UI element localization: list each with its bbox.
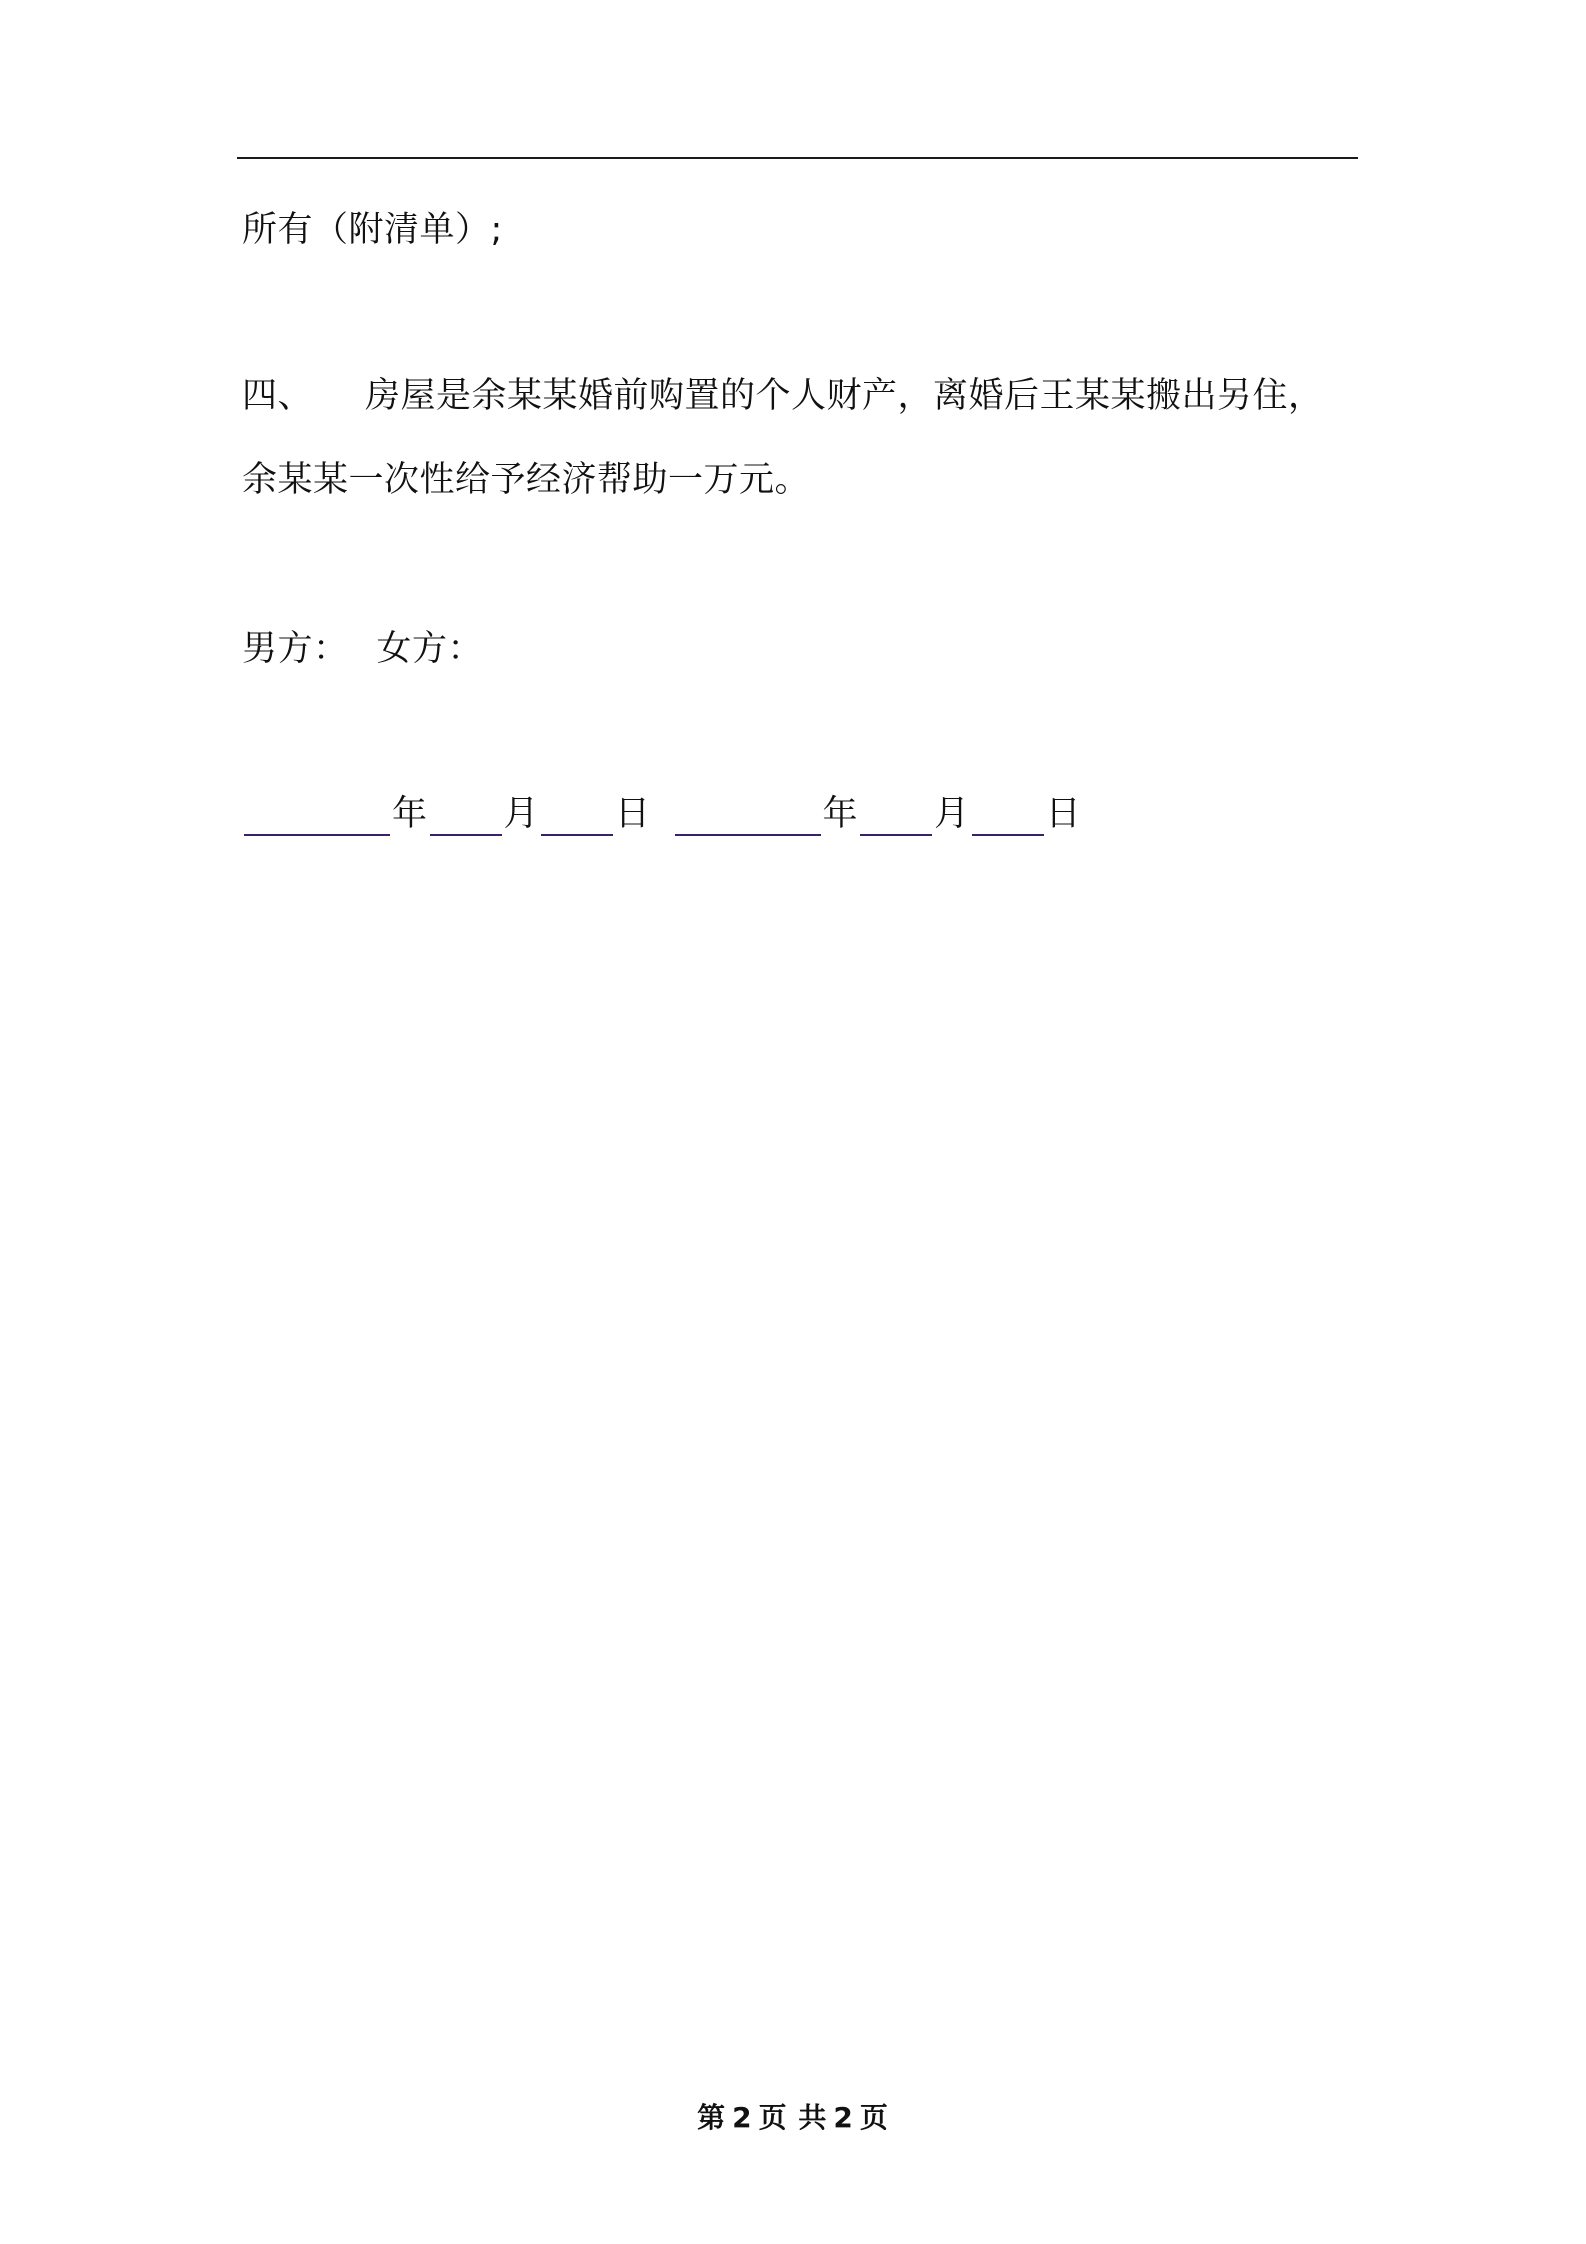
- footer-page-number: 2: [732, 2101, 753, 2134]
- day-label: 日: [615, 794, 651, 834]
- male-day-blank[interactable]: [541, 796, 613, 836]
- female-label: 女方：: [376, 629, 484, 669]
- item-four-number: 四、: [242, 376, 314, 416]
- item-four-text: 房屋是余某某婚前购置的个人财产，离婚后王某某搬出另住，: [365, 376, 1324, 416]
- list-continuation-text: 所有（附清单）;: [242, 210, 503, 250]
- female-month-blank[interactable]: [860, 796, 932, 836]
- list-continuation: [242, 208, 503, 252]
- item-four: [242, 374, 1324, 418]
- page-footer: [0, 2100, 1586, 2136]
- female-year-blank[interactable]: [675, 796, 821, 836]
- male-month-blank[interactable]: [430, 796, 502, 836]
- month-label: 月: [503, 794, 540, 834]
- header-rule: [237, 157, 1358, 159]
- male-year-blank[interactable]: [244, 796, 390, 836]
- item-four-continuation-text: 余某某一次性给予经济帮助一万元。: [242, 460, 811, 500]
- footer-total-pages: 2: [833, 2101, 854, 2134]
- male-label: 男方：: [242, 629, 349, 669]
- footer-middle: 页 共: [758, 2101, 828, 2134]
- female-day-blank[interactable]: [972, 796, 1044, 836]
- day-label: 日: [1045, 794, 1082, 834]
- footer-prefix: 第: [697, 2101, 727, 2134]
- date-line: [242, 792, 1081, 836]
- signature-line: [242, 627, 483, 671]
- year-label: 年: [822, 794, 859, 834]
- month-label: 月: [934, 794, 970, 834]
- footer-suffix: 页: [859, 2101, 889, 2134]
- item-four-continuation: [242, 458, 810, 502]
- year-label: 年: [392, 794, 428, 834]
